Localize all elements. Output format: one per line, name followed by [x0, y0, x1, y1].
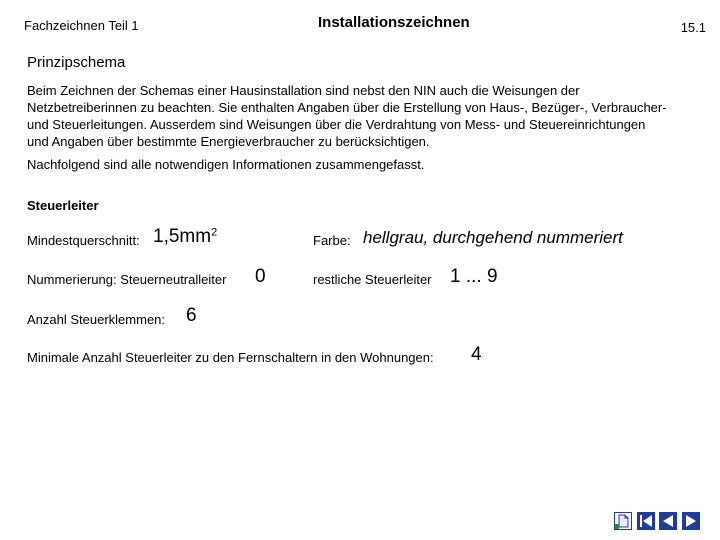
- previous-page-icon[interactable]: [659, 512, 677, 530]
- minimal-label: Minimale Anzahl Steuerleiter zu den Fernschaltern in den Wohnungen:: [27, 350, 434, 365]
- page-number: 15.1: [680, 20, 706, 35]
- farbe-value: hellgrau, durchgehend nummeriert: [363, 228, 623, 247]
- querschnitt-number: 1,5mm: [153, 226, 212, 247]
- first-page-icon[interactable]: [637, 512, 655, 530]
- minimal-value: 4: [471, 344, 482, 365]
- restliche-label: restliche Steuerleiter: [313, 272, 432, 287]
- querschnitt-exponent: 2: [211, 226, 218, 239]
- header-course: Fachzeichnen Teil 1: [24, 18, 139, 33]
- klemmen-value: 6: [186, 305, 197, 326]
- farbe-label: Farbe:: [313, 233, 351, 248]
- summary-paragraph: Nachfolgend sind alle notwendigen Informationen zusammengefasst.: [27, 157, 425, 172]
- next-page-icon[interactable]: [682, 512, 700, 530]
- klemmen-label: Anzahl Steuerklemmen:: [27, 312, 166, 327]
- restliche-value: 1 ... 9: [450, 266, 498, 287]
- steuerleiter-heading: Steuerleiter: [27, 198, 99, 213]
- document-icon[interactable]: [614, 512, 632, 530]
- querschnitt-value: [153, 226, 217, 248]
- intro-paragraph: Beim Zeichnen der Schemas einer Hausinstallation sind nebst den NIN auch die Weisungen der Netzbetreiberinnen zu beachten. Sie enthalten Angaben über die Erstellung von Haus-, Bezüger-, Verbraucher- und Steuerleitungen. Ausserdem sind Weisungen über die Verdrahtung von Mess- und Steuereinrichtungen und Angaben über bestimmte Energieverbraucher zu berücksichtigen.: [27, 83, 667, 149]
- section-title: Prinzipschema: [27, 54, 126, 71]
- querschnitt-label: Mindestquerschnitt:: [27, 233, 140, 248]
- nummerierung-label: Nummerierung: Steuerneutralleiter: [27, 272, 227, 287]
- nummerierung-value: 0: [255, 266, 266, 287]
- header-title: Installationszeichnen: [318, 14, 470, 31]
